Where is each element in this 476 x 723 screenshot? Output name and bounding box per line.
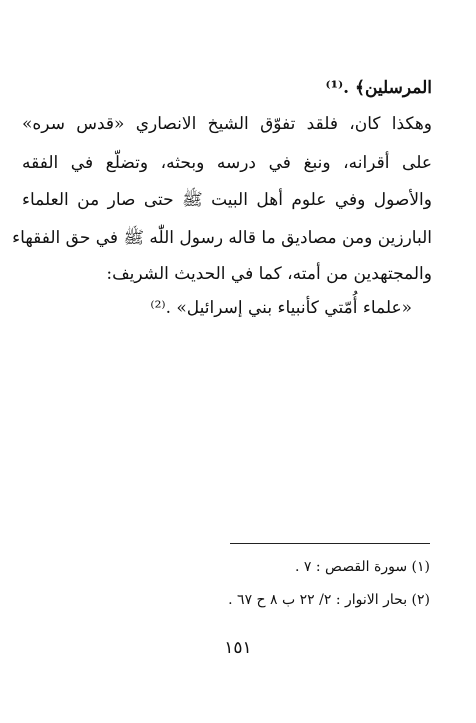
text-line-2: وهكذا كان، فلقد تفوّق الشيخ الانصاري «قدس سره» [22,114,432,134]
text-line-1: المرسلين﴾ .⁽¹⁾ [325,78,432,98]
text-line-6: والمجتهدين من أمته، كما في الحديث الشريف: [106,264,432,284]
text-line-3: على أقرانه، ونبغ في درسه وبحثه، وتضلّع في الفقه [22,153,432,173]
hadith-quote: «علماء أُمّتي كأنبياء بني إسرائيل» .⁽²⁾ [150,298,412,318]
footnote-1: (١) سورة القصص : ٧ . [294,559,430,575]
footnote-2: (٢) بحار الانوار : ٢/ ٢٢ ب ٨ ح ٦٧ . [228,592,430,608]
text-line-4: والأصول وفي علوم أهل البيت ﷺ حتى صار من العلماء [22,190,432,210]
text-line-5: البارزين ومن مصاديق ما قاله رسول اللّٰه ﷺ في حق الفقهاء [12,228,432,248]
page-number: ١٥١ [224,638,252,658]
footnote-divider [230,543,430,544]
